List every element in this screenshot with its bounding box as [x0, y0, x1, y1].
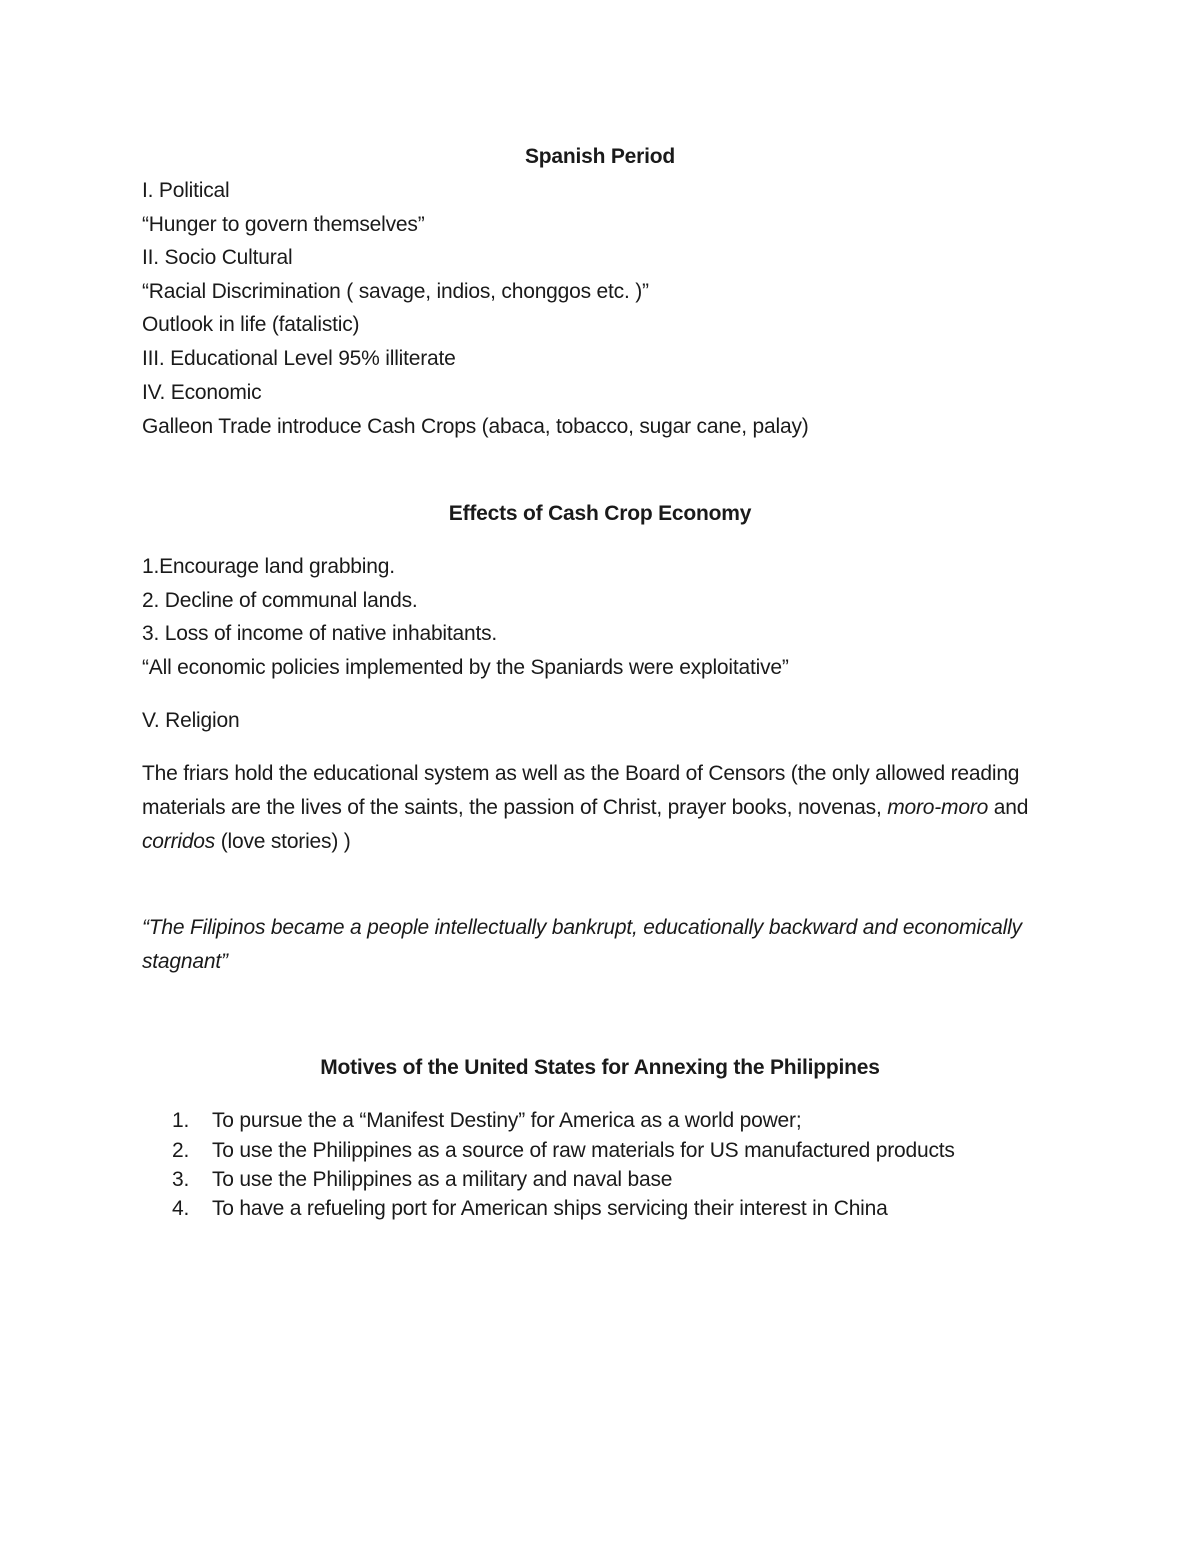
effects-title: Effects of Cash Crop Economy [448, 502, 752, 525]
religion-heading: V. Religion [142, 709, 240, 732]
motive-item-3: To use the Philippines as a military and naval base [212, 1168, 673, 1191]
socio-cultural-heading: II. Socio Cultural [142, 246, 293, 269]
political-heading: I. Political [142, 179, 230, 202]
motive-number-3: 3. [172, 1168, 190, 1191]
racial-discrimination-line: “Racial Discrimination ( savage, indios, chonggos etc. )” [142, 280, 649, 303]
effect-item-2: 2. Decline of communal lands. [142, 589, 418, 612]
moro-moro-term: moro-moro [887, 796, 989, 819]
motive-item-1: To pursue the a “Manifest Destiny” for America as a world power; [212, 1109, 802, 1132]
religion-paragraph-text-b: and [988, 796, 1029, 819]
spanish-period-title: Spanish Period [524, 145, 676, 168]
motive-item-4: To have a refueling port for American ships servicing their interest in China [212, 1197, 888, 1220]
motives-title: Motives of the United States for Annexing the Philippines [320, 1056, 880, 1079]
motive-number-4: 4. [172, 1197, 190, 1220]
outlook-line: Outlook in life (fatalistic) [142, 313, 360, 336]
motive-number-1: 1. [172, 1109, 190, 1132]
economic-policies-quote: “All economic policies implemented by the Spaniards were exploitative” [142, 656, 789, 679]
motive-number-2: 2. [172, 1139, 190, 1162]
religion-paragraph-text-c: (love stories) ) [215, 830, 351, 853]
economic-heading: IV. Economic [142, 381, 262, 404]
corridos-term: corridos [142, 830, 216, 853]
political-quote: “Hunger to govern themselves” [142, 213, 425, 236]
religion-paragraph [142, 757, 1062, 859]
motive-item-2: To use the Philippines as a source of raw materials for US manufactured products [212, 1139, 955, 1162]
educational-level-line: III. Educational Level 95% illiterate [142, 347, 456, 370]
galleon-trade-line: Galleon Trade introduce Cash Crops (abaca, tobacco, sugar cane, palay) [142, 415, 809, 438]
effect-item-3: 3. Loss of income of native inhabitants. [142, 622, 498, 645]
filipinos-quote: “The Filipinos became a people intellectually bankrupt, educationally backward and economically stagnant” [142, 916, 1022, 973]
effect-item-1: 1.Encourage land grabbing. [142, 555, 395, 578]
religion-paragraph-text-a: The friars hold the educational system as well as the Board of Censors (the only allowed reading materials are the lives of the saints, the passion of Christ, prayer books, novenas, [142, 762, 1020, 819]
